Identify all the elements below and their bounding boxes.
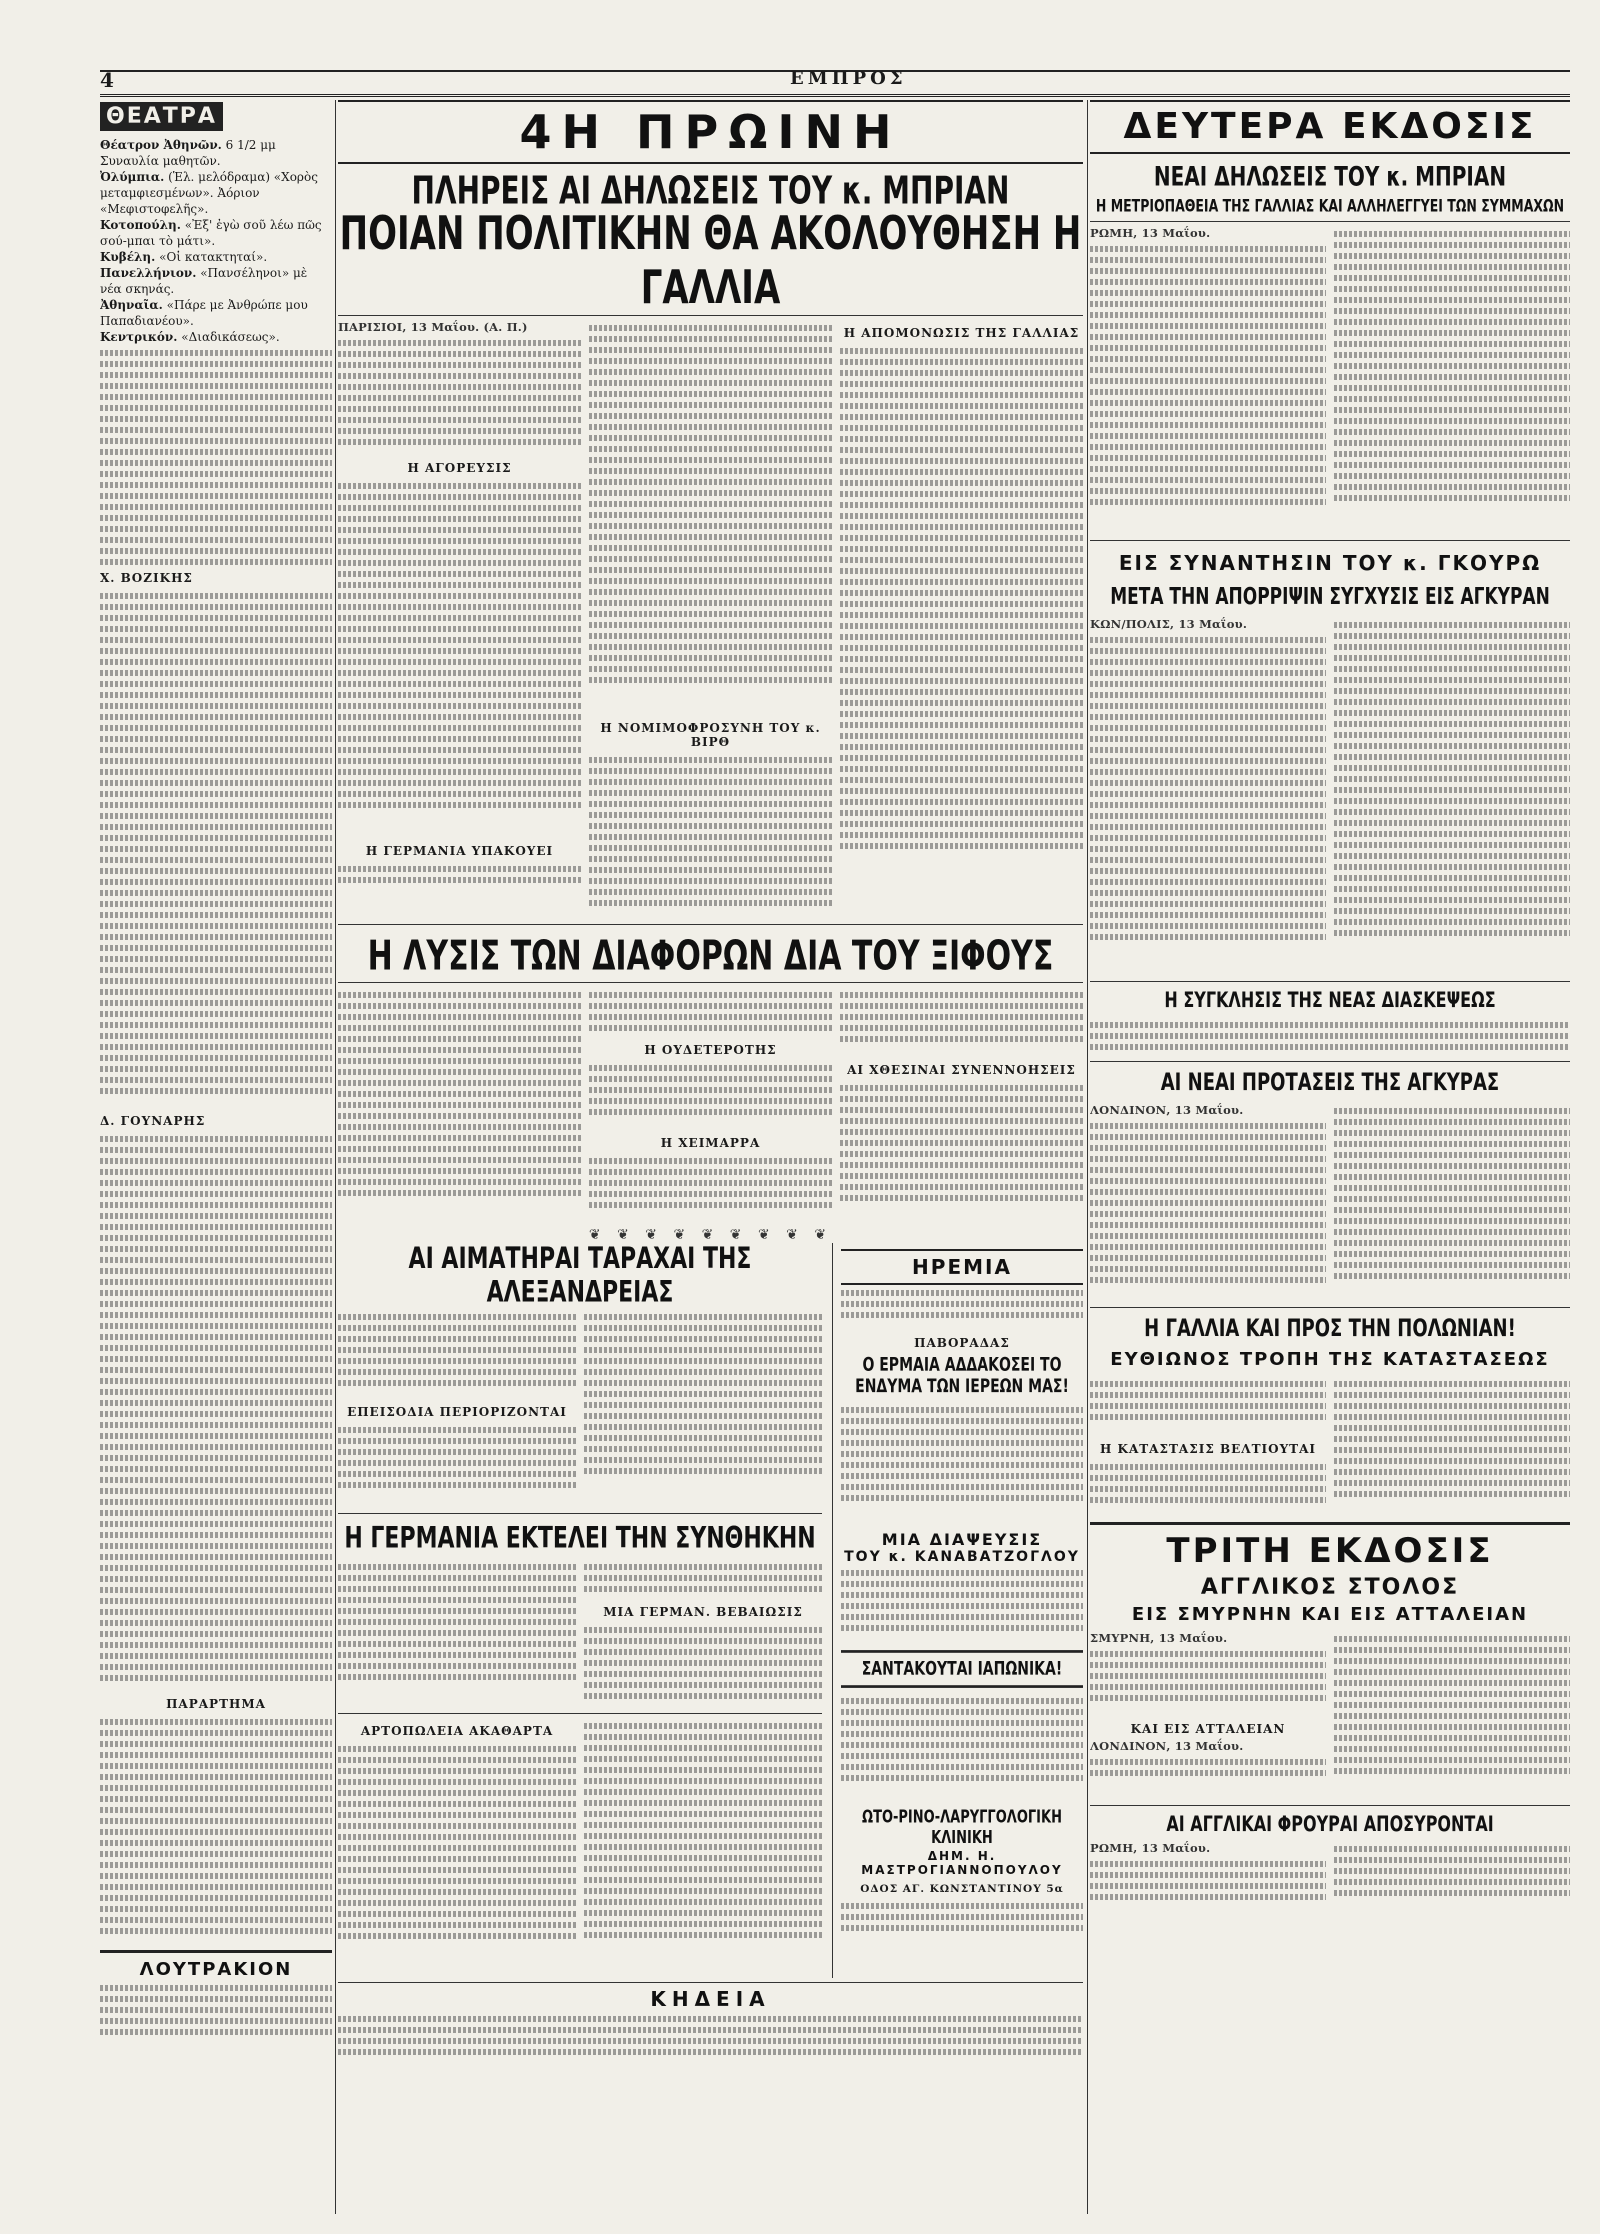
subhead: ΠΑΡΑΡΤΗΜΑ [166, 1697, 266, 1711]
body-text [589, 320, 832, 715]
headline: ΕΙΣ ΣΜΥΡΝΗΝ ΚΑΙ ΕΙΣ ΑΤΤΑΛΕΙΑΝ [1131, 1604, 1529, 1625]
section-title-kideia: ΚΗΔΕΙΑ [650, 1987, 771, 2011]
subhead: ΕΠΕΙΣΟΔΙΑ ΠΕΡΙΟΡΙΖΟΝΤΑΙ [347, 1405, 567, 1419]
body-text [584, 1622, 822, 1709]
body-text [589, 987, 832, 1037]
subhead: ΚΑΙ ΕΙΣ ΑΤΤΑΛΕΙΑΝ [1130, 1722, 1286, 1736]
body-text [1090, 1017, 1570, 1057]
headline: ΝΕΑΙ ΔΗΛΩΣΕΙΣ ΤΟΥ κ. ΜΠΡΙΑΝ [1153, 159, 1507, 193]
body-text [338, 861, 581, 901]
body-text [1334, 1376, 1570, 1511]
dateline: ΡΩΜΗ, 13 Μαΐου. [1090, 226, 1211, 240]
headline: ΑΙ ΑΙΜΑΤΗΡΑΙ ΤΑΡΑΧΑΙ ΤΗΣ ΑΛΕΞΑΝΔΡΕΙΑΣ [408, 1243, 752, 1310]
body-text [100, 1714, 332, 1944]
column-theatres [100, 100, 332, 2214]
headline: Η ΣΥΓΚΛΗΣΙΣ ΤΗΣ ΝΕΑΣ ΔΙΑΣΚΕΨΕΩΣ [1164, 986, 1496, 1013]
body-text [338, 987, 581, 1222]
headline: ΜΙΑ ΔΙΑΨΕΥΣΙΣ [881, 1530, 1043, 1549]
newspaper-name: ΕΜΠΡΟΣ [790, 68, 907, 89]
subhead: ΜΙΑ ΓΕΡΜΑΝ. ΒΕΒΑΙΩΣΙΣ [603, 1605, 803, 1619]
body-text [841, 1898, 1083, 1948]
edition-title: ΤΡΙΤΗ ΕΚΔΟΣΙΣ [1166, 1531, 1494, 1571]
headline: ΠΛΗΡΕΙΣ ΑΙ ΔΗΛΩΣΕΙΣ ΤΟΥ κ. ΜΠΡΙΑΝ [411, 168, 1010, 213]
body-text [841, 1693, 1083, 1803]
dateline: ΚΩΝ/ΠΟΛΙΣ, 13 Μαΐου. [1090, 617, 1248, 631]
body-text [841, 1285, 1083, 1330]
body-text [1090, 1856, 1326, 1911]
body-text [1090, 632, 1326, 972]
headline: ΠΟΙΑΝ ΠΟΛΙΤΙΚΗΝ ΘΑ ΑΚΟΛΟΥΘΗΣΗ Η ΓΑΛΛΙΑ [339, 207, 1082, 315]
headline: ΤΟΥ κ. ΚΑΝΑΒΑΤΖΟΓΛΟΥ [844, 1549, 1080, 1565]
body-text [1334, 617, 1570, 972]
body-text [840, 987, 1083, 1057]
headline: Η ΓΑΛΛΙΑ ΚΑΙ ΠΡΟΣ ΤΗΝ ΠΟΛΩΝΙΑΝ! [1144, 1314, 1516, 1343]
column-rule [1087, 100, 1088, 2214]
subhead: Η ΓΕΡΜΑΝΙΑ ΥΠΑΚΟΥΕΙ [365, 844, 554, 858]
headline: Ο ΕΡΜΑΙΑ ΑΔΔΑΚΟΣΕΙ ΤΟ ΕΝΔΥΜΑ ΤΩΝ ΙΕΡΕΩΝ ΜΑΣ! [855, 1354, 1069, 1398]
body-text [100, 1980, 332, 2040]
body-text [1334, 1841, 1570, 1916]
body-text [338, 1309, 576, 1399]
list-item: Πανελλήνιον. «Πανσέληνοι» μὲ νέα σκηνάς. [100, 266, 308, 296]
clinic-name: ΔΗΜ. Η. ΜΑΣΤΡΟΓΙΑΝΝΟΠΟΥΛΟΥ [861, 1849, 1063, 1877]
theatre-list [100, 137, 332, 345]
section-title-theatres: ΘΕΑΤΡΑ [100, 102, 223, 131]
body-text [589, 752, 832, 920]
body-text [1090, 241, 1326, 531]
list-item: Θέατρον Ἀθηνῶν. 6 1/2 μμ Συναυλία μαθητῶν. [100, 138, 276, 168]
headline: ΜΕΤΑ ΤΗΝ ΑΠΟΡΡΙΨΙΝ ΣΥΓΧΥΣΙΣ ΕΙΣ ΑΓΚΥΡΑΝ [1110, 583, 1550, 611]
column-editions [1090, 100, 1570, 2214]
subhead: ΑΙ ΧΘΕΣΙΝΑΙ ΣΥΝΕΝΝΟΗΣΕΙΣ [847, 1063, 1076, 1077]
body-text [100, 345, 332, 565]
headline: Η ΜΕΤΡΙΟΠΑΘΕΙΑ ΤΗΣ ΓΑΛΛΙΑΣ ΚΑΙ ΑΛΛΗΛΕΓΓΥΕΙ ΤΩΝ ΣΥΜΜΑΧΩΝ [1095, 195, 1565, 216]
body-text [1334, 1103, 1570, 1298]
headline: ΕΙΣ ΣΥΝΑΝΤΗΣΙΝ ΤΟΥ κ. ΓΚΟΥΡΩ [1118, 551, 1542, 575]
headline: ΣΑΝΤΑΚΟΥΤΑΙ ΙΑΠΩΝΙΚΑ! [841, 1650, 1083, 1688]
column-main [338, 100, 1083, 2214]
subhead: Δ. ΓΟΥΝΑΡΗΣ [100, 1114, 206, 1128]
dateline: ΛΟΝΔΙΝΟΝ, 13 Μαΐου. [1090, 1103, 1244, 1117]
body-text [1090, 1459, 1326, 1516]
body-text [1334, 1631, 1570, 1796]
subhead: Η ΧΕΙΜΑΡΡΑ [660, 1136, 761, 1150]
list-item: Ὀλύμπια. (Ἑλ. μελόδραμα) «Χορὸς μεταμφιεσμένων». Ἀόριον «Μεφιστοφελῆς». [100, 170, 318, 216]
subhead: Η ΝΟΜΙΜΟΦΡΟΣΥΝΗ ΤΟΥ κ. ΒΙΡΘ [600, 721, 821, 749]
dateline: ΡΩΜΗ, 13 Μαΐου. [1090, 1841, 1211, 1855]
subhead: Η ΚΑΤΑΣΤΑΣΙΣ ΒΕΛΤΙΟΥΤΑΙ [1100, 1442, 1316, 1456]
body-text [338, 1422, 576, 1502]
list-item: Κυβέλη. «Οἱ κατακτηταί». [100, 250, 268, 264]
body-text [589, 1153, 832, 1223]
edition-title: 4Η ΠΡΩΙΝΗ [338, 100, 1083, 164]
list-item: Κεντρικόν. «Διαδικάσεως». [100, 330, 280, 344]
body-text [584, 1559, 822, 1599]
body-text [338, 478, 581, 838]
edition-title: ΔΕΥΤΕΡΑ ΕΚΔΟΣΙΣ [1090, 100, 1570, 154]
subhead: ΠΑΒΟΡΑΔΑΣ [914, 1336, 1010, 1350]
body-text [584, 1309, 822, 1504]
page-number: 4 [100, 68, 114, 92]
list-item: Ἀθηναῖα. «Πάρε με Ἀνθρώπε μου Παπαδιανέου». [100, 298, 308, 328]
body-text [1090, 1118, 1326, 1298]
body-text [338, 2011, 1083, 2081]
body-text [100, 1131, 332, 1691]
dateline: ΣΜΥΡΝΗ, 13 Μαΐου. [1090, 1631, 1228, 1645]
subhead: Η ΑΓΟΡΕΥΣΙΣ [407, 461, 512, 475]
body-text [1334, 226, 1570, 531]
body-text [1090, 1376, 1326, 1436]
body-text [584, 1718, 822, 1973]
body-text [840, 1080, 1083, 1220]
headline: ΑΙ ΑΓΓΛΙΚΑΙ ΦΡΟΥΡΑΙ ΑΠΟΣΥΡΟΝΤΑΙ [1166, 1810, 1494, 1837]
headline: ΕΥΘΙΩΝΟΣ ΤΡΟΠΗ ΤΗΣ ΚΑΤΑΣΤΑΣΕΩΣ [1110, 1349, 1550, 1370]
headline: Η ΓΕΡΜΑΝΙΑ ΕΚΤΕΛΕΙ ΤΗΝ ΣΥΝΘΗΚΗΝ [344, 1521, 816, 1556]
body-text [841, 1402, 1083, 1522]
body-text [100, 588, 332, 1108]
section-title-loutrakion: ΛΟΥΤΡΑΚΙΟΝ [139, 1959, 293, 1980]
clinic-address: ΟΔΟΣ ΑΓ. ΚΩΝΣΤΑΝΤΙΝΟΥ 5α [860, 1883, 1064, 1895]
subhead: Χ. ΒΟΖΙΚΗΣ [100, 571, 193, 585]
headline: ΑΙ ΝΕΑΙ ΠΡΟΤΑΣΕΙΣ ΤΗΣ ΑΓΚΥΡΑΣ [1160, 1068, 1500, 1097]
body-text [1090, 1754, 1326, 1794]
box-title: ΗΡΕΜΙΑ [841, 1249, 1083, 1285]
body-text [841, 1565, 1083, 1645]
dateline: ΛΟΝΔΙΝΟΝ, 13 Μαΐου. [1090, 1739, 1244, 1753]
body-text [840, 343, 1083, 903]
headline: ΑΓΓΛΙΚΟΣ ΣΤΟΛΟΣ [1200, 1575, 1460, 1600]
body-text [338, 335, 581, 455]
subhead: Η ΑΠΟΜΟΝΩΣΙΣ ΤΗΣ ΓΑΛΛΙΑΣ [843, 326, 1080, 340]
divider-ornament: ❦ ❦ ❦ ❦ ❦ ❦ ❦ ❦ ❦ [588, 1227, 833, 1243]
body-text [589, 1060, 832, 1130]
body-text [1090, 1646, 1326, 1716]
body-text [338, 1559, 576, 1704]
headline: ΩΤΟ-ΡΙΝΟ-ΛΑΡΥΓΓΟΛΟΓΙΚΗ ΚΛΙΝΙΚΗ [862, 1807, 1062, 1849]
subhead: ΑΡΤΟΠΩΛΕΙΑ ΑΚΑΘΑΡΤΑ [360, 1724, 554, 1738]
masthead [100, 70, 1570, 97]
body-text [338, 1741, 576, 1976]
column-rule [335, 100, 336, 2214]
headline: Η ΛΥΣΙΣ ΤΩΝ ΔΙΑΦΟΡΩΝ ΔΙΑ ΤΟΥ ΞΙΦΟΥΣ [367, 932, 1054, 981]
list-item: Κοτοπούλη. «Ἐξ' ἐγὼ σοῦ λέω πῶς σού-μπαι τὸ μάτι». [100, 218, 322, 248]
subhead: Η ΟΥΔΕΤΕΡΟΤΗΣ [644, 1043, 777, 1057]
dateline: ΠΑΡΙΣΙΟΙ, 13 Μαΐου. (Α. Π.) [338, 320, 528, 334]
